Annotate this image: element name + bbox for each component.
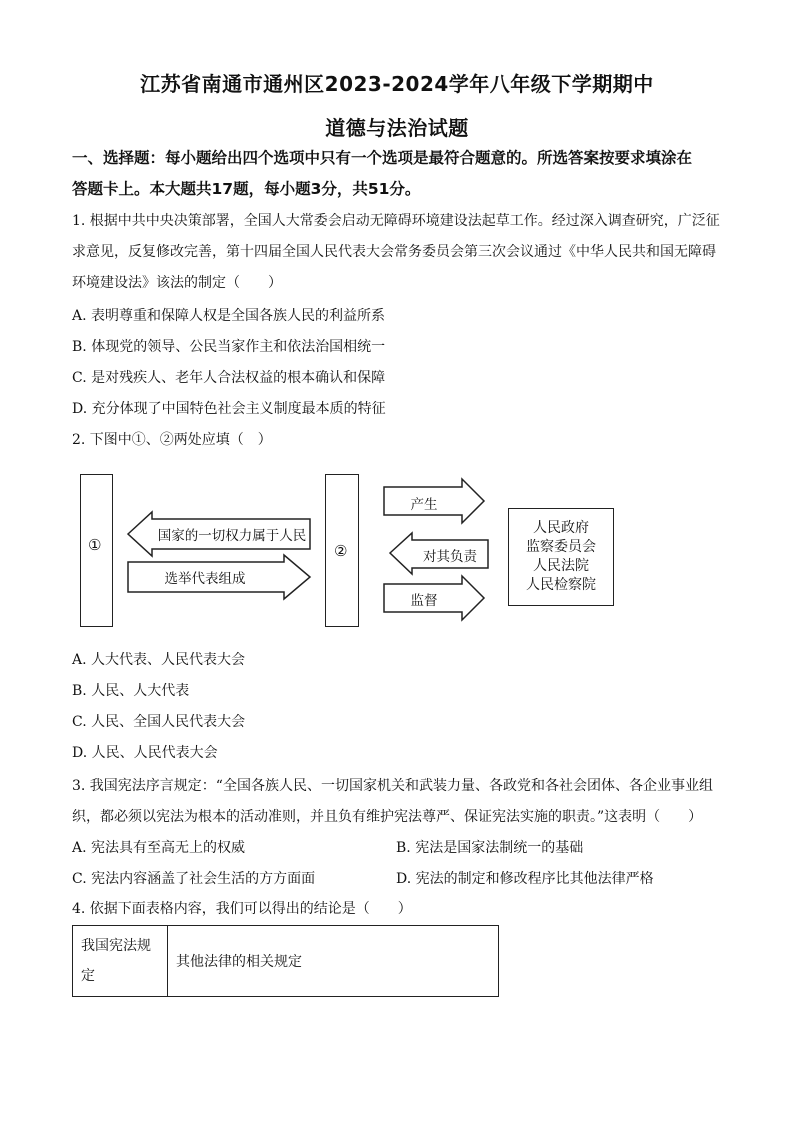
question-1-option-c: C. 是对残疾人、老年人合法权益的根本确认和保障 [72,370,386,386]
arrow-responsible-label: 对其负责 [423,549,477,565]
arrow-right-label: 选举代表组成 [164,571,246,587]
question-1-stem-line2: 求意见，反复修改完善，第十四届全国人民代表大会常务委员会第三次会议通过《中华人民共和国无障碍 [72,244,716,260]
arrow-left-label: 国家的一切权力属于人民 [157,528,307,544]
question-3-option-a: A. 宪法具有至高无上的权威 [72,840,246,856]
organ-procuratorate: 人民检察院 [526,577,596,593]
section-heading [72,143,732,205]
table-cell-other-laws: 其他法律的相关规定 [168,926,499,997]
question-1-option-b: B. 体现党的领导、公民当家作主和依法治国相统一 [72,339,386,355]
section-heading-line2: 答题卡上。本大题共17题，每小题3分，共51分。 [72,180,421,198]
document-title: 江苏省南通市通州区2023-2024学年八年级下学期期中 [140,72,654,96]
question-3-option-c: C. 宪法内容涵盖了社会生活的方方面面 [72,871,316,887]
document-subtitle: 道德与法治试题 [325,116,469,140]
table-cell-constitution [73,926,168,997]
arrow-supervise-label: 监督 [410,593,438,609]
question-1-stem [72,206,726,299]
organ-supervisory-commission: 监察委员会 [526,539,596,555]
diagram-box-1-label: ① [88,536,102,554]
question-3-stem-line2: 织，都必须以宪法为根本的活动准则，并且负有维护宪法尊严、保证宪法实施的职责。”这表明（ ） [72,809,703,825]
question-3-option-b: B. 宪法是国家法制统一的基础 [396,840,584,856]
question-1-stem-line3: 环境建设法》该法的制定（ ） [72,275,282,291]
question-4-stem: 4. 依据下面表格内容，我们可以得出的结论是（ ） [72,901,412,917]
question-2-stem: 2. 下图中①、②两处应填（ ） [72,432,272,448]
state-organs-box [508,508,614,606]
table-row [73,926,499,997]
section-heading-line1: 一、选择题：每小题给出四个选项中只有一个选项是最符合题意的。所选答案按要求填涂在 [72,149,693,167]
organ-government: 人民政府 [533,520,589,536]
question-2-diagram [70,462,630,637]
table-cell-constitution-line2: 定 [81,968,95,984]
organ-court: 人民法院 [533,558,589,574]
question-2-option-c: C. 人民、全国人民代表大会 [72,714,246,730]
question-3-option-d: D. 宪法的制定和修改程序比其他法律严格 [396,871,654,887]
question-1-option-d: D. 充分体现了中国特色社会主义制度最本质的特征 [72,401,386,417]
question-1-option-a: A. 表明尊重和保障人权是全国各族人民的利益所系 [72,308,386,324]
question-2-option-a: A. 人大代表、人民代表大会 [72,652,246,668]
question-3-stem [72,771,726,833]
question-2-option-b: B. 人民、人大代表 [72,683,190,699]
diagram-box-2-label: ② [334,542,348,560]
arrow-produce-label: 产生 [410,497,438,513]
question-1-stem-line1: 1. 根据中共中央决策部署，全国人大常委会启动无障碍环境建设法起草工作。经过深入调查研究，广泛征 [72,213,720,229]
table-cell-constitution-line1: 我国宪法规 [81,938,151,954]
question-4-table [72,925,499,997]
question-3-stem-line1: 3. 我国宪法序言规定：“全国各族人民、一切国家机关和武装力量、各政党和各社会团体、各企业事业组 [72,778,713,794]
question-2-option-d: D. 人民、人民代表大会 [72,745,218,761]
